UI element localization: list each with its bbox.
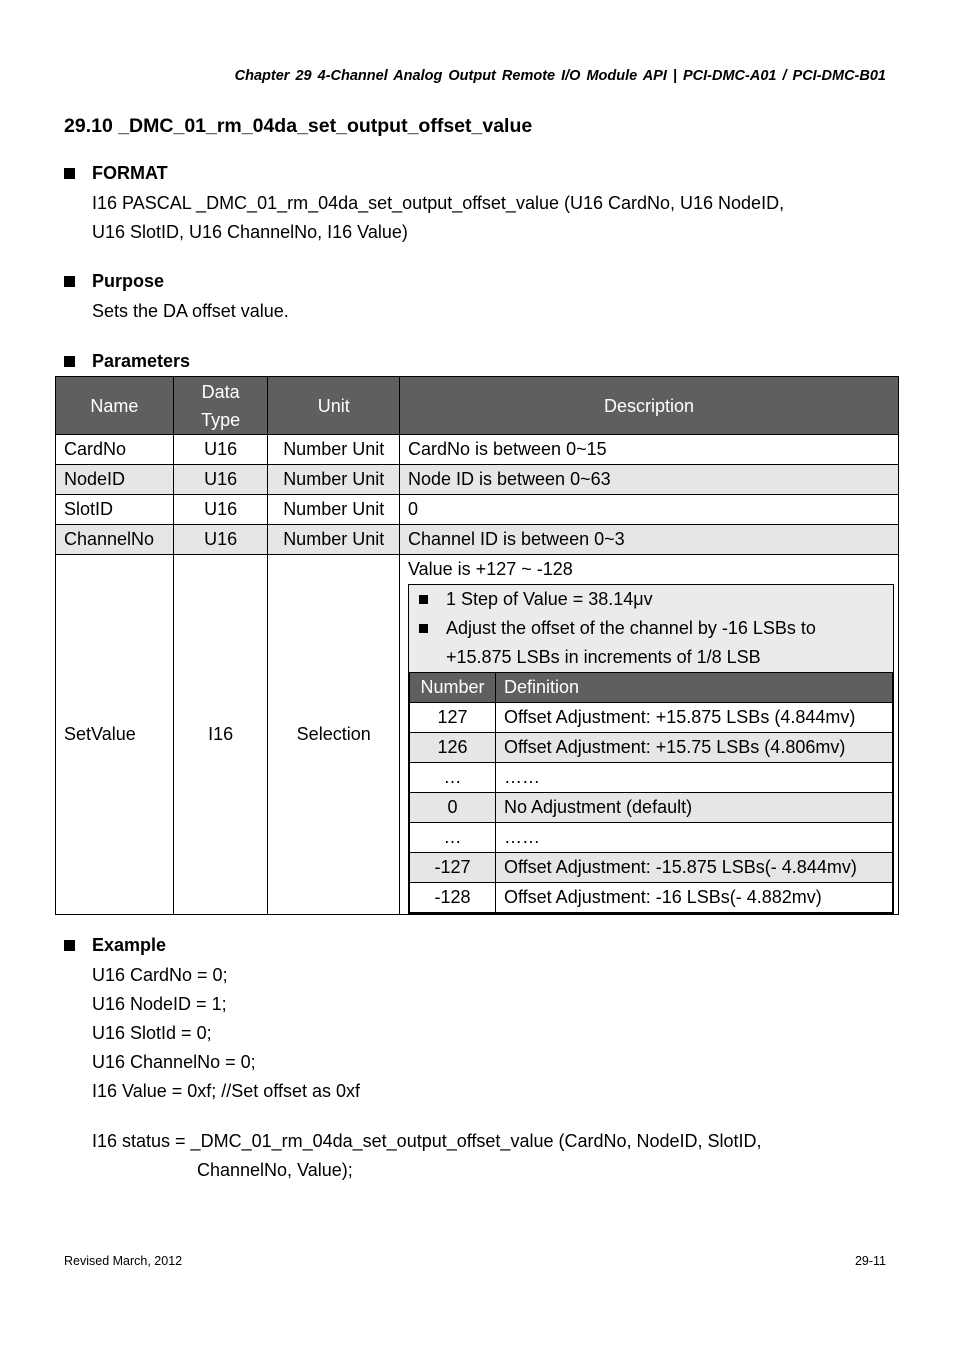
format-line: I16 PASCAL _DMC_01_rm_04da_set_output_offset_value (U16 CardNo, U16 NodeID, <box>92 193 785 213</box>
param-type: U16 <box>173 435 268 465</box>
footer-page-number: 29-11 <box>854 1254 886 1268</box>
inner-row <box>409 853 892 883</box>
format-body <box>92 189 784 247</box>
note-text-line: Adjust the offset of the channel by -16 LSBs to <box>445 618 816 638</box>
param-name: CardNo <box>56 435 174 465</box>
param-unit: Number Unit <box>268 525 400 555</box>
bullet-square-icon <box>64 168 75 179</box>
param-name: ChannelNo <box>56 525 174 555</box>
param-desc: Channel ID is between 0~3 <box>399 525 898 555</box>
note-text-line: +15.875 LSBs in increments of 1/8 LSB <box>445 647 761 667</box>
col-header-data-type-line2: Type <box>201 409 241 430</box>
inner-definition: Offset Adjustment: -15.875 LSBs(- 4.844mv) <box>495 853 892 883</box>
param-name: SetValue <box>56 555 174 915</box>
inner-number: 0 <box>409 793 495 823</box>
note-item <box>409 585 893 614</box>
bullet-square-icon <box>64 356 75 367</box>
purpose-heading <box>64 271 164 292</box>
code-line: U16 CardNo = 0; <box>92 965 228 985</box>
note-text: 1 Step of Value = 38.14μv <box>445 589 653 609</box>
table-header-row <box>56 377 899 435</box>
inner-definition: Offset Adjustment: +15.75 LSBs (4.806mv) <box>495 733 892 763</box>
param-type: U16 <box>173 465 268 495</box>
format-line: U16 SlotID, U16 ChannelNo, I16 Value) <box>92 222 408 242</box>
param-desc: Node ID is between 0~63 <box>399 465 898 495</box>
inner-definition: Offset Adjustment: +15.875 LSBs (4.844mv) <box>495 703 892 733</box>
inner-number: -127 <box>409 853 495 883</box>
parameters-heading <box>64 351 190 372</box>
param-type: I16 <box>173 555 268 915</box>
inner-row <box>409 703 892 733</box>
inner-row <box>409 763 892 793</box>
table-row <box>56 525 899 555</box>
param-desc-setvalue <box>399 555 898 915</box>
inner-number: … <box>409 823 495 853</box>
parameters-table <box>55 376 899 915</box>
setvalue-definition-table <box>409 672 893 913</box>
table-row <box>56 495 899 525</box>
inner-row <box>409 883 892 913</box>
note-text <box>446 614 816 672</box>
example-heading <box>64 935 166 956</box>
purpose-text: Sets the DA offset value. <box>92 301 289 321</box>
inner-number: … <box>409 763 495 793</box>
bullet-square-icon <box>64 276 75 287</box>
inner-number: 127 <box>409 703 495 733</box>
parameters-heading-label: Parameters <box>92 351 191 371</box>
format-heading <box>64 163 168 184</box>
col-header-name: Name <box>56 377 174 435</box>
code-line: I16 status = _DMC_01_rm_04da_set_output_offset_value (CardNo, NodeID, SlotID, <box>92 1131 762 1151</box>
inner-row <box>409 823 892 853</box>
table-row-setvalue <box>56 555 899 915</box>
example-heading-label: Example <box>92 935 167 955</box>
inner-definition: …… <box>495 823 892 853</box>
inner-header-row <box>409 673 892 703</box>
bullet-square-icon <box>64 940 75 951</box>
example-call <box>92 1127 762 1185</box>
param-desc: CardNo is between 0~15 <box>399 435 898 465</box>
inner-row <box>409 793 892 823</box>
table-row <box>56 465 899 495</box>
inner-definition: Offset Adjustment: -16 LSBs(- 4.882mv) <box>495 883 892 913</box>
code-line: U16 NodeID = 1; <box>92 994 227 1014</box>
inner-definition: No Adjustment (default) <box>495 793 892 823</box>
purpose-heading-label: Purpose <box>92 271 165 291</box>
example-body <box>92 961 360 1106</box>
col-header-data-type-line1: Data <box>201 381 240 402</box>
param-unit: Number Unit <box>268 465 400 495</box>
param-unit: Number Unit <box>268 435 400 465</box>
table-row <box>56 435 899 465</box>
purpose-body <box>92 297 289 326</box>
inner-number: 126 <box>409 733 495 763</box>
param-name: SlotID <box>56 495 174 525</box>
setvalue-range: Value is +127 ~ -128 <box>407 559 573 579</box>
page-header: Chapter 29 4-Channel Analog Output Remote I/O Module API | PCI-DMC-A01 / PCI-DMC-B01 <box>234 68 886 84</box>
inner-definition: …… <box>495 763 892 793</box>
inner-row <box>409 733 892 763</box>
note-item <box>409 614 893 672</box>
section-title: 29.10 _DMC_01_rm_04da_set_output_offset_value <box>64 115 533 137</box>
code-line: I16 Value = 0xf; //Set offset as 0xf <box>92 1081 360 1101</box>
footer-revision: Revised March, 2012 <box>64 1254 183 1268</box>
col-header-description: Description <box>399 377 898 435</box>
param-desc: 0 <box>399 495 898 525</box>
col-header-data-type <box>173 377 268 435</box>
param-type: U16 <box>173 495 268 525</box>
col-header-unit: Unit <box>268 377 400 435</box>
param-unit: Number Unit <box>268 495 400 525</box>
code-line: ChannelNo, Value); <box>197 1160 353 1180</box>
code-line: U16 SlotId = 0; <box>92 1023 212 1043</box>
param-name: NodeID <box>56 465 174 495</box>
bullet-square-icon <box>419 624 428 633</box>
inner-col-number: Number <box>409 673 495 703</box>
inner-number: -128 <box>409 883 495 913</box>
code-line: U16 ChannelNo = 0; <box>92 1052 256 1072</box>
param-type: U16 <box>173 525 268 555</box>
param-unit: Selection <box>268 555 400 915</box>
bullet-square-icon <box>419 595 428 604</box>
inner-col-definition: Definition <box>495 673 892 703</box>
format-heading-label: FORMAT <box>92 163 168 183</box>
setvalue-notes-box <box>408 584 894 914</box>
